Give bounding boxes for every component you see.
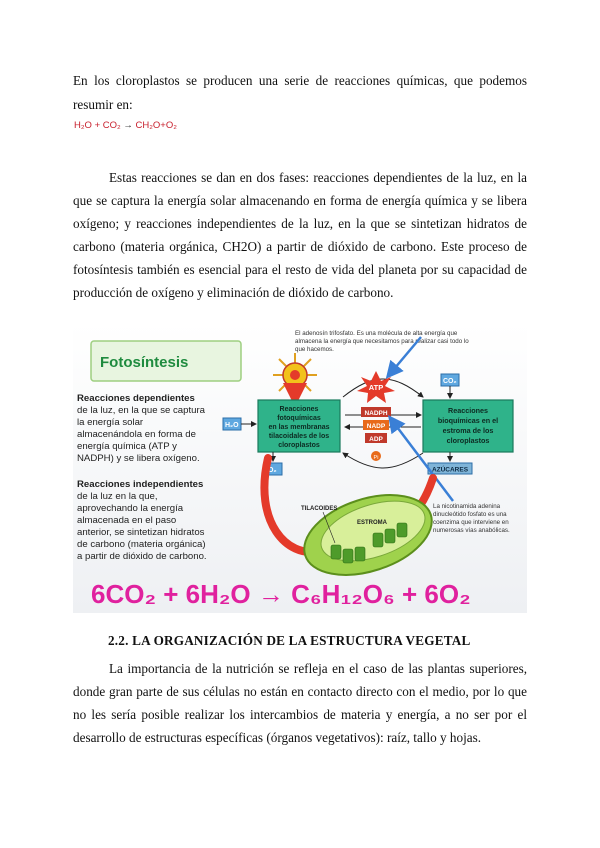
paragraph1-line-1: Estas reacciones se dan en dos fases: reacciones dependientes de la luz, en la xyxy=(109,170,527,185)
nadph-note-line-2: coenzima que interviene en xyxy=(433,519,509,526)
left1-line-0: Reacciones dependientes xyxy=(77,393,195,404)
adp-label: ADP xyxy=(369,436,383,443)
photosynthesis-figure xyxy=(73,323,527,613)
left2-line-6: a partir de dióxido de carbono. xyxy=(77,551,207,562)
nadp-label: NADP xyxy=(366,423,386,430)
intro-line-1: En los cloroplastos se producen una serie de reacciones químicas, que podemos xyxy=(73,73,527,88)
atp-note-line-2: que hacemos. xyxy=(295,346,334,353)
intro-line-2: resumir en: xyxy=(73,97,133,112)
photosynthesis-equation: 6CO₂ + 6H₂O → C₆H₁₂O₆ + 6O₂ xyxy=(91,579,471,609)
section-line-3: no les sería posible realizar los intercambios de materia y energía, a no ser por el xyxy=(73,707,527,722)
box-left-line-4: cloroplastos xyxy=(278,442,320,449)
left1-line-3: almacenándola en forma de xyxy=(77,429,196,440)
left2-line-2: aprovechando la energía xyxy=(77,503,184,514)
box-left-line-3: tilacoidales de los xyxy=(268,433,330,440)
left2-line-1: de la luz en la que, xyxy=(77,491,158,502)
nadph-note xyxy=(433,503,510,534)
box-right-line-1: bioquímicas en el xyxy=(437,416,499,425)
section-line-1: La importancia de la nutrición se refleja en el caso de las plantas superiores, xyxy=(109,661,527,676)
box-right-line-3: cloroplastos xyxy=(446,436,490,445)
paragraph1-line-5: fotosíntesis también es esencial para el resto de vida del planeta por su capacidad de xyxy=(73,262,527,277)
left2-line-0: Reacciones independientes xyxy=(77,479,204,490)
left1-line-2: la energía solar xyxy=(77,417,144,428)
paragraph1-line-4: carbono (materia orgánica, CH2O) a partir de dióxido de carbono. Este proceso de xyxy=(73,239,527,254)
equation-products: CH₂O+O₂ xyxy=(135,120,177,131)
box-left-line-0: Reacciones xyxy=(279,406,319,413)
atp-note-line-1: almacena la energía que necesitamos para realizar casi todo lo xyxy=(295,338,469,345)
left2-line-4: anterior, se sintetizan hidratos xyxy=(77,527,205,538)
nadph-note-line-0: La nicotinamida adenina xyxy=(433,503,501,510)
box-left-line-1: fotoquímicas xyxy=(277,415,321,422)
left-text-dependent xyxy=(77,393,206,464)
atp-label: ATP xyxy=(368,383,384,392)
nadph-note-line-3: numerosas vías anabólicas. xyxy=(433,527,510,534)
co2-label: CO₂ xyxy=(443,378,457,385)
section-line-2: donde gran parte de sus células no están en contacto directo con el medio, por lo que xyxy=(73,684,527,699)
figure-title: Fotosíntesis xyxy=(100,354,189,371)
equation-reactants: H₂O + CO₂ xyxy=(74,120,121,131)
equation-arrow: → xyxy=(123,120,133,131)
box-left-line-2: en las membranas xyxy=(268,424,330,431)
paragraph1-line-2: que se captura la energía solar almacenando en forma de energía química y se libera xyxy=(73,193,527,208)
left1-line-5: NADPH) y se libera oxígeno. xyxy=(77,453,200,464)
left2-line-3: almacenada en el paso xyxy=(77,515,177,526)
summary-equation xyxy=(74,120,177,131)
section-heading: 2.2. LA ORGANIZACIÓN DE LA ESTRUCTURA VEGETAL xyxy=(108,633,471,648)
atp-note-line-0: El adenosín trifosfato. Es una molécula de alta energía que xyxy=(295,330,458,337)
paragraph1-line-6: producción de oxígeno y eliminación de dióxido de carbono. xyxy=(73,285,394,300)
tilacoides-label: TILACOIDES xyxy=(301,506,338,512)
h2o-label: H₂O xyxy=(225,422,239,429)
nadph-note-line-1: dinucleótido fosfato es una xyxy=(433,511,507,518)
section-line-4: desarrollo de estructuras específicas (órganos vegetativos): raíz, tallo y hojas. xyxy=(73,730,482,745)
estroma-label: ESTROMA xyxy=(357,520,387,526)
left1-line-4: energía química (ATP y xyxy=(77,441,177,452)
paragraph1-line-3: oxígeno; y reacciones independientes de la luz, en la que se sintetizan hidratos de xyxy=(73,216,527,231)
o2-label: O₂ xyxy=(268,467,277,474)
left1-line-1: de la luz, en la que se captura xyxy=(77,405,206,416)
nadph-label: NADPH xyxy=(364,410,388,417)
box-right-line-0: Reacciones xyxy=(448,406,488,415)
left2-line-5: de carbono (materia orgánica) xyxy=(77,539,206,550)
azucares-label: AZÚCARES xyxy=(431,466,469,474)
box-right-line-2: estroma de los xyxy=(442,426,494,435)
pi-label: Pi xyxy=(373,455,379,461)
